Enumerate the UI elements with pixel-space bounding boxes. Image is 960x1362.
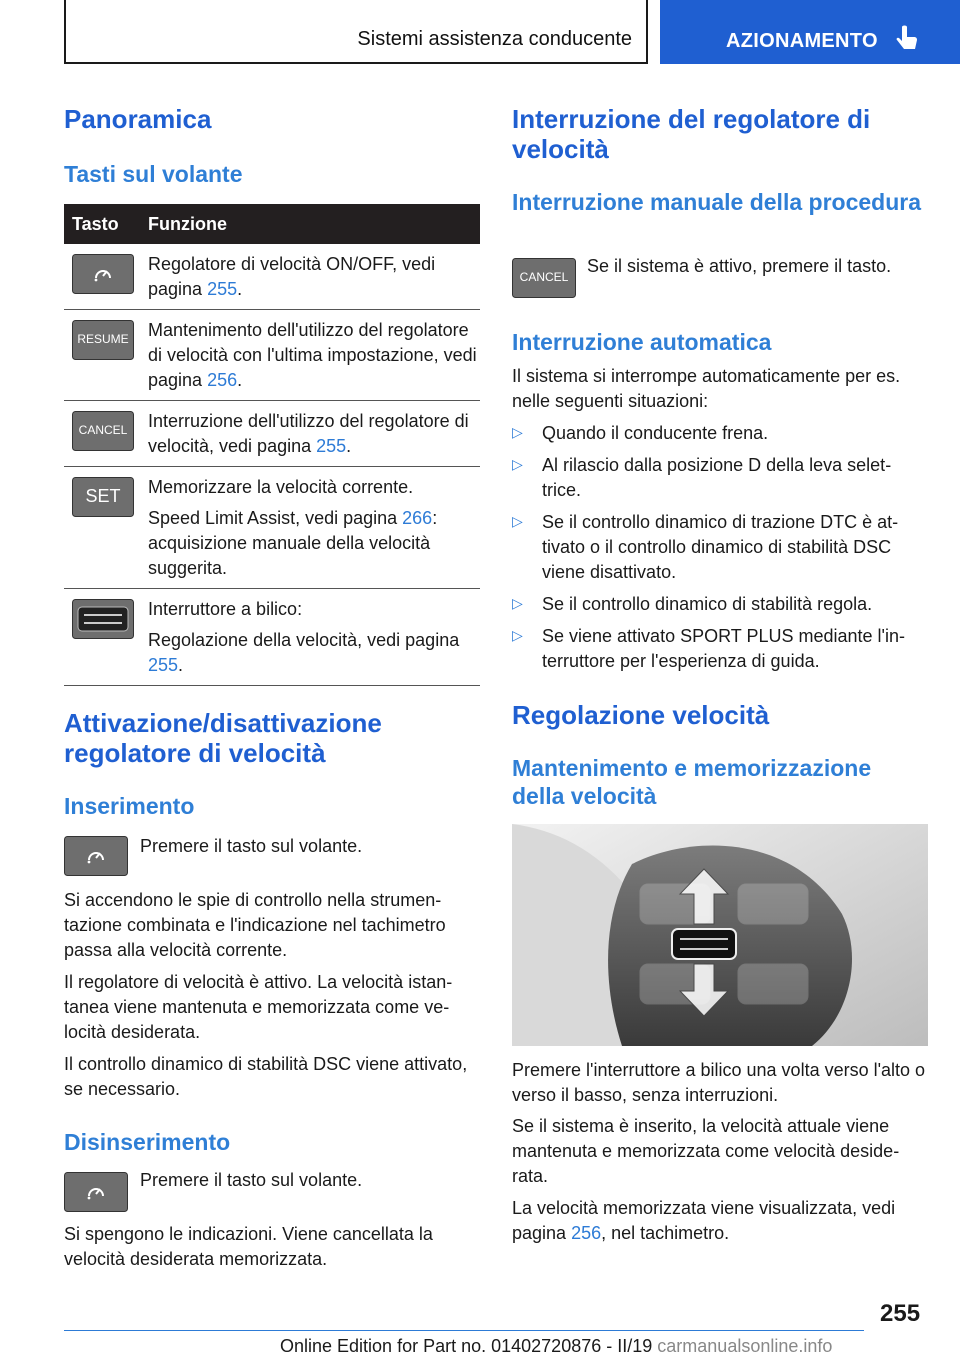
paragraph: Il sistema si interrompe automaticamente per es. nelle seguenti situazioni: (512, 366, 901, 411)
page-link[interactable]: 256 (571, 1223, 602, 1243)
table-row (64, 589, 480, 686)
table-cell-function: Regolatore di velocità ON/OFF, vedi pagina 255. (148, 254, 436, 299)
paragraph: Premere l'interruttore a bilico una volta verso l'alto o verso il basso, senza interruzioni. (512, 1060, 926, 1105)
heading-mantenimento: Mantenimento e memorizzazione della velocità (512, 755, 872, 809)
table-header-function: Funzione (148, 214, 227, 234)
heading-inserimento: Inserimento (64, 793, 195, 819)
paragraph: La velocità memorizzata viene visualizzata, vedi pagina 256, nel tachimetro. (512, 1198, 896, 1243)
chapter-tab (660, 0, 960, 64)
page-link[interactable]: 255 (148, 655, 179, 675)
table-cell-function: Memorizzare la velocità corrente. Speed Limit Assist, vedi pagina 266: acquisizione manuale della velocità suggerita. (148, 477, 438, 578)
cancel-key: CANCEL (512, 258, 576, 298)
page-header (0, 0, 960, 66)
bullet-list: ▷ Quando il conducente frena. ▷ Al rilascio dalla posizione D della leva selettrice. ▷ Se il controllo dinamico di trazione DTC è attivato o il controllo dinamico di stabilità DSC viene disattivato. ▷ Se il controllo dinamico di stabilità regola. ▷ Se viene attivato SPORT PLUS mediante l'interruttore per l'esperienza di guida. (512, 423, 905, 671)
table-header-key: Tasto (72, 214, 119, 234)
table-cell-function: Mantenimento dell'utilizzo del regolatore di velocità con l'ultima impostazione, vedi pagina 256. (148, 320, 477, 390)
heading-regolazione: Regolazione velocità (512, 700, 770, 730)
section-title-box (64, 0, 648, 64)
footer-divider (64, 1330, 864, 1331)
buttons-table (64, 204, 480, 686)
page-link[interactable]: 256 (207, 370, 238, 390)
page-number: 255 (880, 1300, 921, 1327)
set-key: SET (72, 477, 134, 517)
cruise-onoff-key-icon (72, 254, 134, 294)
cancel-instruction: Se il sistema è attivo, premere il tasto. (587, 256, 892, 276)
heading-attivazione: Attivazione/disattivazione regolatore di velocità (64, 708, 382, 768)
paragraph: Se il sistema è inserito, la velocità attuale viene mantenuta e memorizzata come velocità desiderata. (512, 1116, 900, 1186)
table-row (64, 401, 480, 467)
inserimento-instruction: Premere il tasto sul volante. (140, 836, 363, 856)
table-cell-function: Interruttore a bilico: Regolazione della velocità, vedi pagina 255. (148, 599, 460, 675)
table-header (64, 204, 480, 244)
cancel-key: CANCEL (72, 411, 134, 451)
heading-tasti-volante: Tasti sul volante (64, 161, 243, 187)
table-row (64, 467, 480, 589)
heading-panoramica: Panoramica (64, 104, 212, 134)
cruise-onoff-key-icon (64, 1172, 128, 1212)
chapter-tab-label: AZIONAMENTO (726, 30, 878, 52)
table-row (64, 310, 480, 401)
disinserimento-instruction: Premere il tasto sul volante. (140, 1170, 363, 1190)
heading-interruzione: Interruzione del regolatore di velocità (512, 104, 871, 164)
rocker-switch-icon (72, 599, 134, 639)
page-link[interactable]: 255 (316, 436, 347, 456)
resume-key: RESUME (72, 320, 134, 360)
heading-interruzione-automatica: Interruzione automatica (512, 329, 772, 355)
heading-disinserimento: Disinserimento (64, 1129, 231, 1155)
footer-edition: Online Edition for Part no. 01402720876 - II/19 carmanualsonline.info (280, 1336, 833, 1356)
paragraph: Si accendono le spie di controllo nella strumentazione combinata e l'indicazione nel tachimetro passa alla velocità corrente. (64, 890, 446, 960)
paragraph: Il regolatore di velocità è attivo. La velocità istantanea viene mantenuta e memorizzata come velocità desiderata. (64, 972, 453, 1042)
steering-wheel-rocker-switch-photo (512, 824, 928, 1046)
cruise-onoff-key-icon (64, 836, 128, 876)
paragraph: Il controllo dinamico di stabilità DSC viene attivato, se necessario. (64, 1054, 468, 1099)
page-link[interactable]: 266 (402, 508, 433, 528)
pointing-hand-icon (892, 24, 922, 54)
table-cell-function: Interruzione dell'utilizzo del regolatore di velocità, vedi pagina 255. (148, 411, 469, 456)
watermark: carmanualsonline.info (657, 1336, 833, 1356)
paragraph: Si spengono le indicazioni. Viene cancellata la velocità desiderata memorizzata. (64, 1224, 433, 1269)
heading-interruzione-manuale: Interruzione manuale della procedura (512, 189, 921, 215)
table-row (64, 244, 480, 310)
section-title: Sistemi assistenza conducente (357, 28, 632, 50)
page-link[interactable]: 255 (207, 279, 238, 299)
